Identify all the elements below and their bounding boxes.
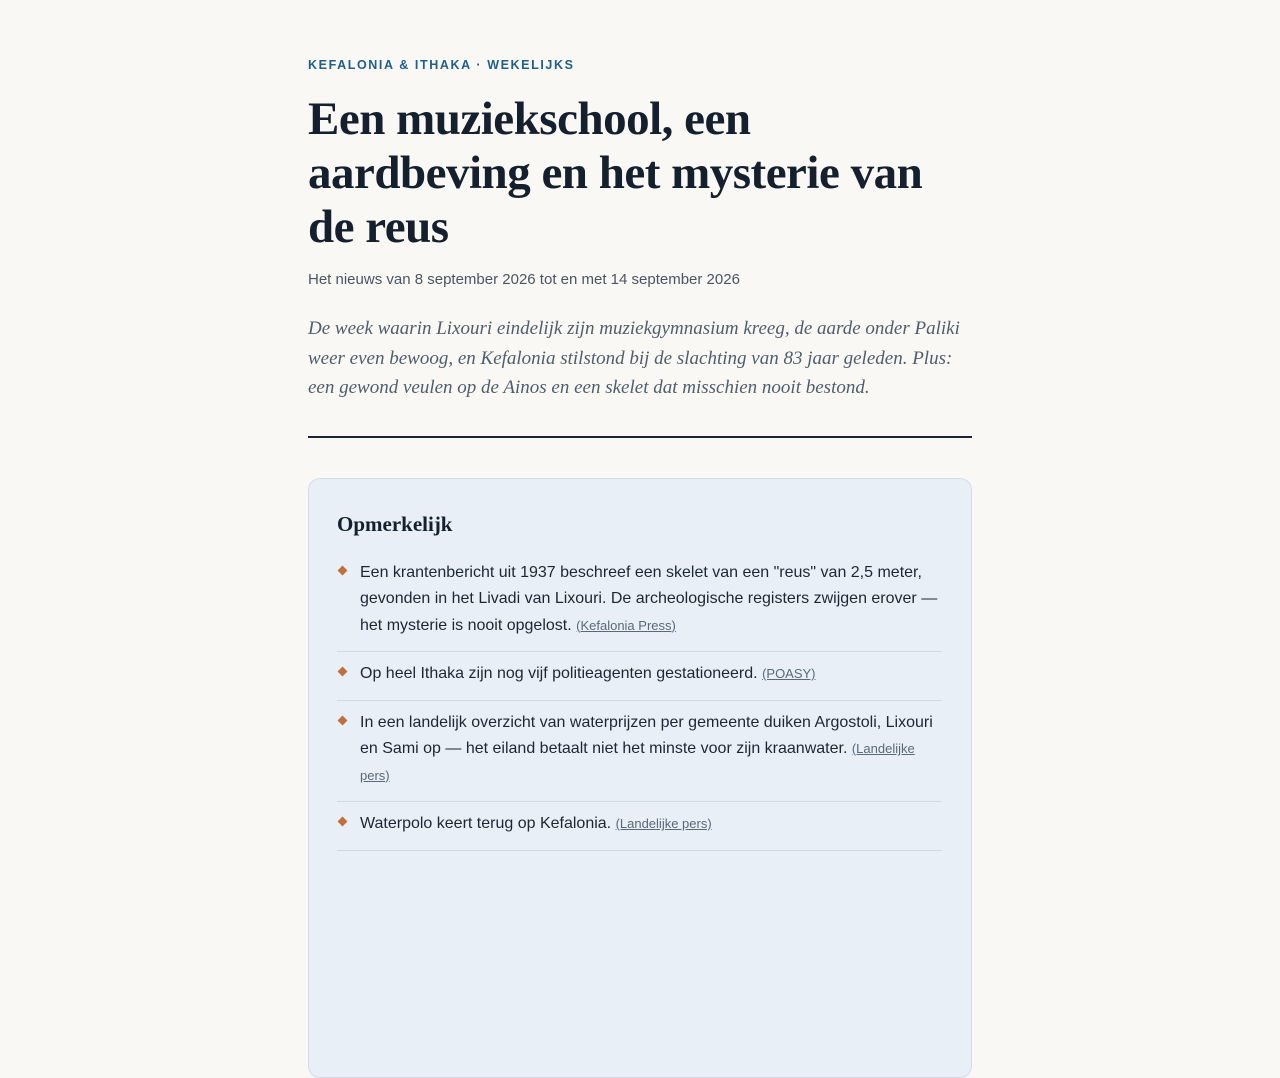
section-kicker: KEFALONIA & ITHAKA · WEKELIJKS xyxy=(308,58,575,72)
diamond-bullet-icon xyxy=(338,565,348,575)
date-range: Het nieuws van 8 september 2026 tot en met 14 september 2026 xyxy=(308,271,740,288)
list-item xyxy=(337,802,942,851)
source-link[interactable]: (POASY) xyxy=(762,666,816,681)
notable-title: Opmerkelijk xyxy=(337,511,453,536)
source-link[interactable]: (Landelijke pers) xyxy=(360,741,915,783)
diamond-bullet-icon xyxy=(338,667,348,677)
item-text: Een krantenbericht uit 1937 beschreef een skelet van een "reus" van 2,5 meter, gevonden in het Livadi van Lixouri. De archeologische registers zwijgen erover — het mysterie is nooit opgelost. xyxy=(360,563,938,634)
source-link[interactable]: (Landelijke pers) xyxy=(615,816,712,831)
diamond-bullet-icon xyxy=(338,715,348,725)
divider xyxy=(308,436,972,438)
page-title: Een muziekschool, een aardbeving en het mysterie van de reus xyxy=(308,93,923,253)
list-item xyxy=(337,701,942,803)
lede-paragraph: De week waarin Lixouri eindelijk zijn muziekgymnasium kreeg, de aarde onder Paliki weer even bewoog, en Kefalonia stilstond bij de slachting van 83 jaar geleden. Plus: een gewond veulen op de Ainos en een skelet dat misschien nooit bestond. xyxy=(308,318,960,398)
diamond-bullet-icon xyxy=(338,817,348,827)
notable-list xyxy=(337,551,942,851)
newsletter-page xyxy=(308,0,972,1078)
notable-box xyxy=(308,478,972,1078)
list-item xyxy=(337,551,942,653)
source-link[interactable]: (Kefalonia Press) xyxy=(576,617,676,633)
item-text: Waterpolo keert terug op Kefalonia. xyxy=(360,815,612,832)
list-item xyxy=(337,652,942,701)
item-text: Op heel Ithaka zijn nog vijf politieagenten gestationeerd. xyxy=(360,665,758,682)
item-text: In een landelijk overzicht van waterprijzen per gemeente duiken Argostoli, Lixouri en Sami op — het eiland betaalt niet het minste voor zijn kraanwater. xyxy=(360,713,933,757)
